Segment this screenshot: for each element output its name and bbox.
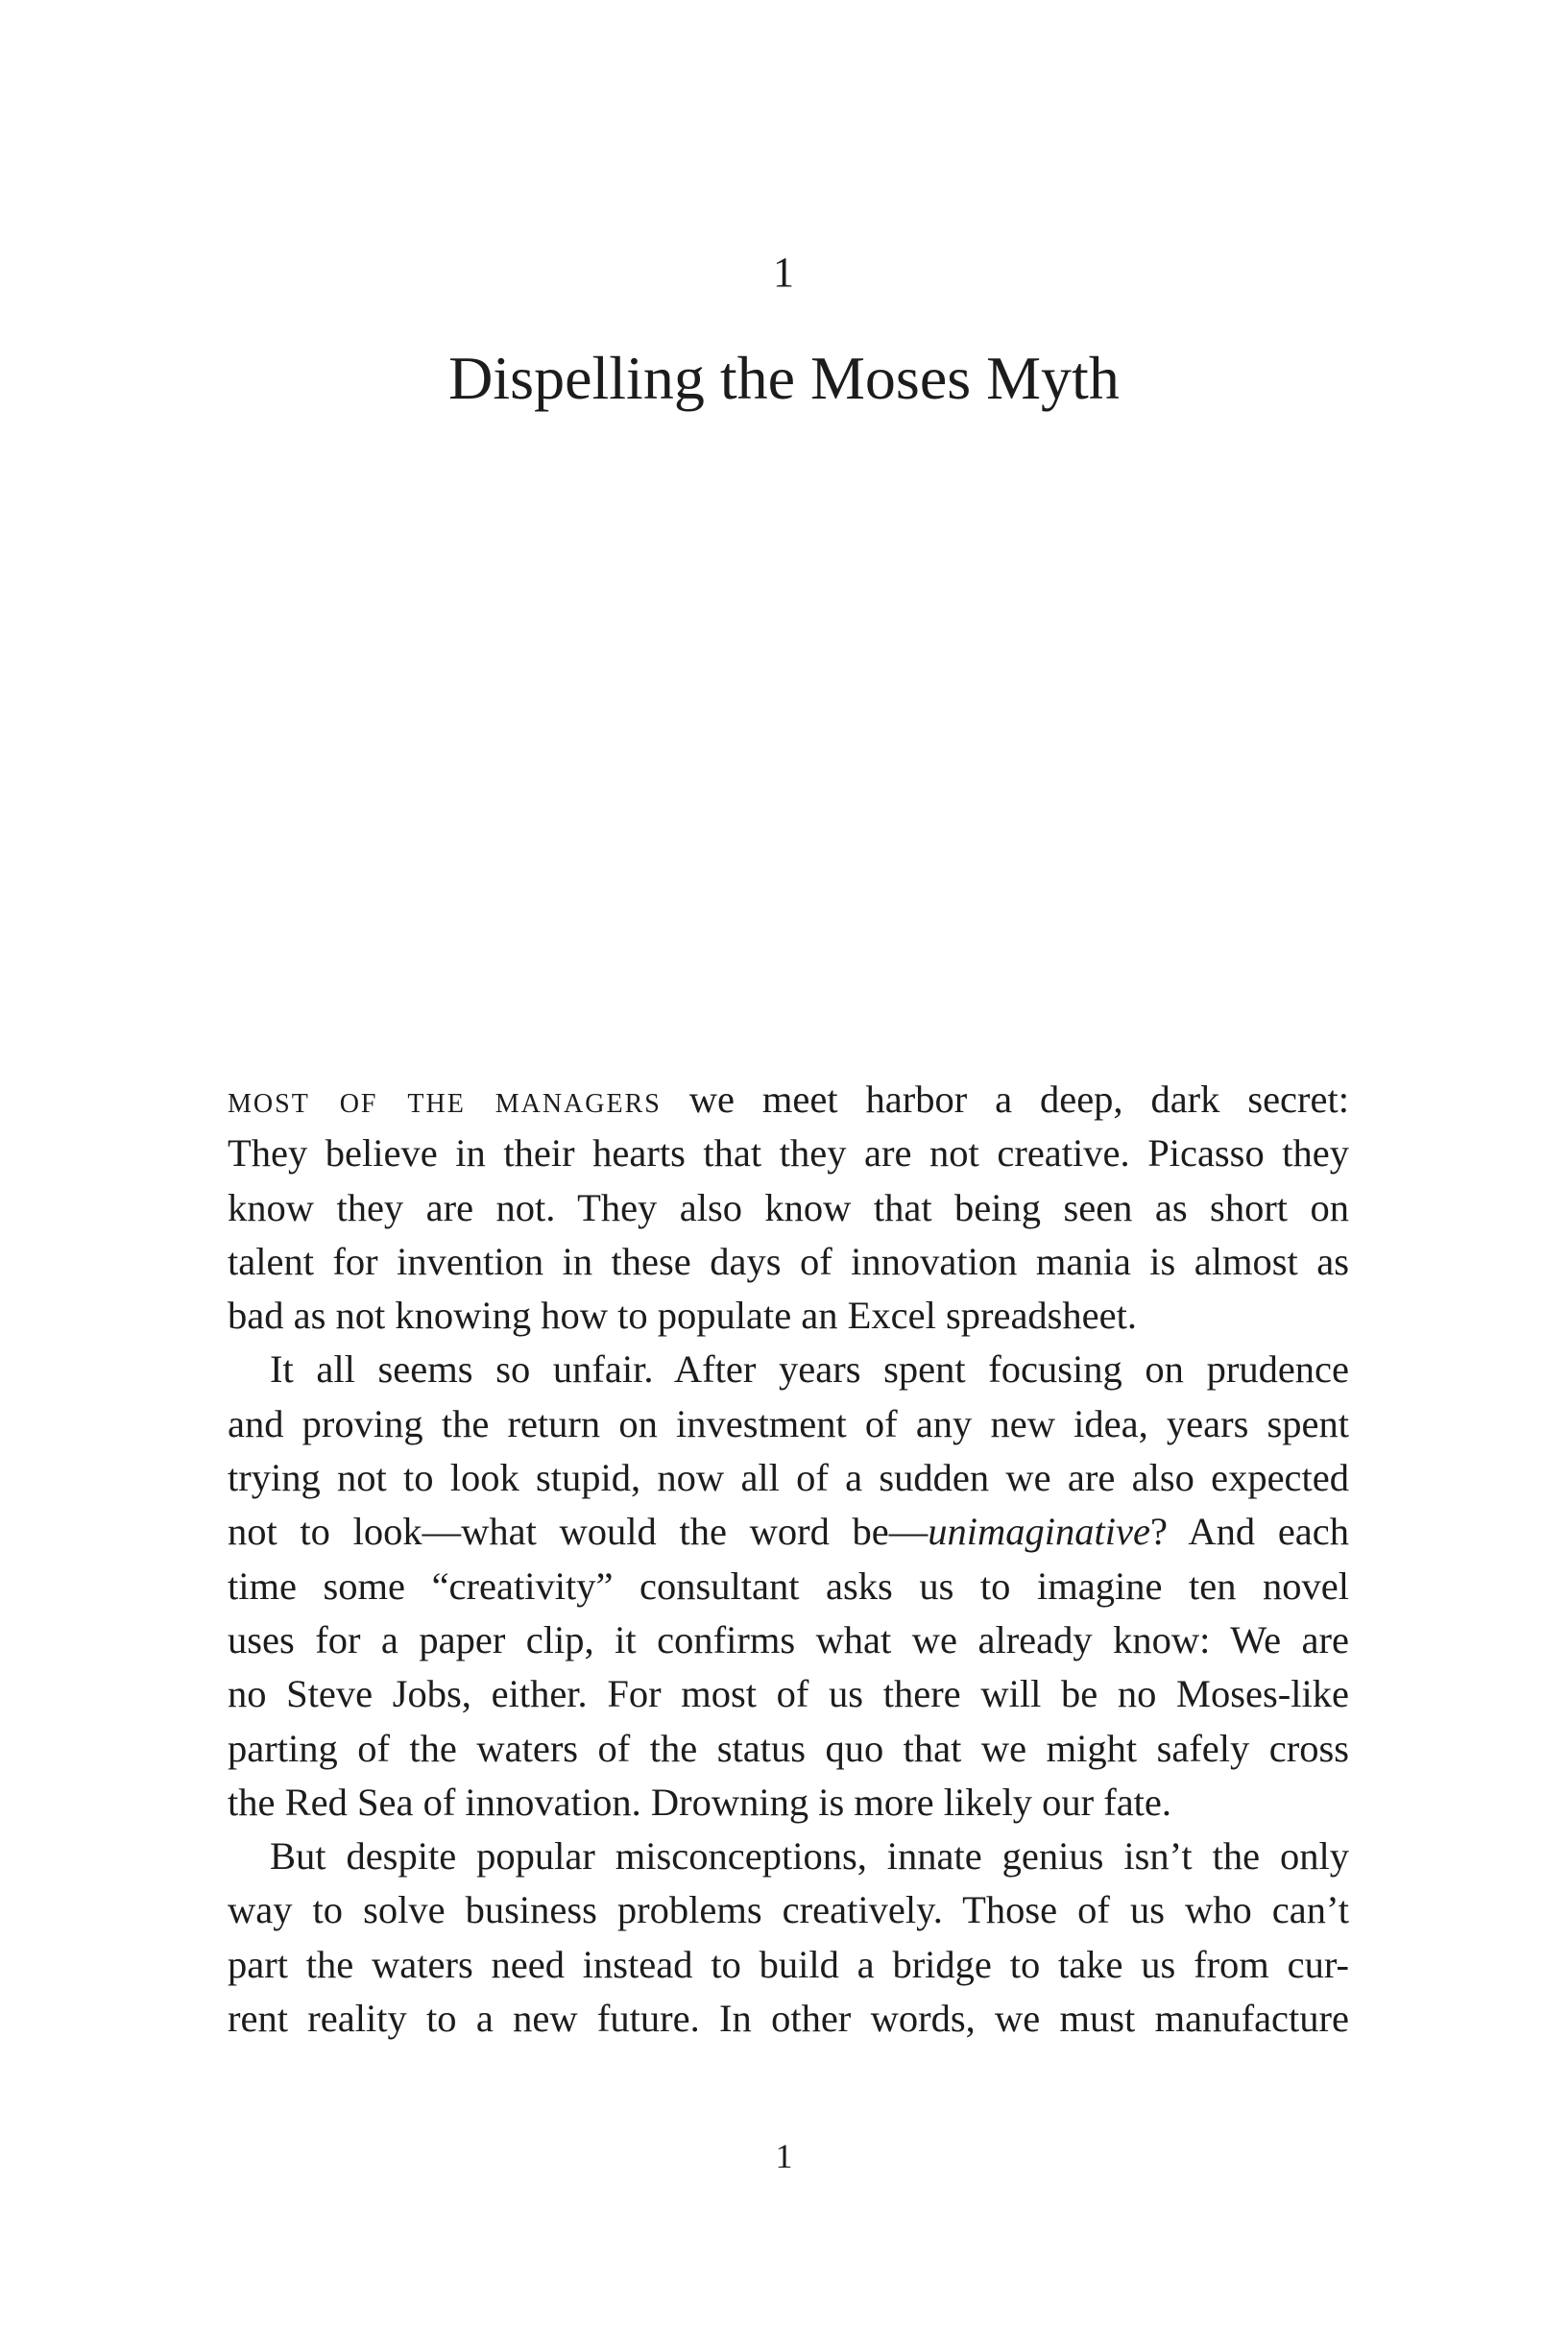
paragraph-line: no Steve Jobs, either. For most of us there will be no Moses-like — [228, 1672, 1349, 1716]
paragraph-line: trying not to look stupid, now all of a sudden we are also expected — [228, 1456, 1349, 1500]
paragraph-line: part the waters need instead to build a bridge to take us from cur- — [228, 1942, 1349, 1986]
paragraph-line: and proving the return on investment of any new idea, years spent — [228, 1401, 1349, 1445]
paragraph-line: know they are not. They also know that being seen as short on — [228, 1185, 1349, 1229]
paragraph-line: It all seems so unfair. After years spent focusing on prudence — [270, 1347, 1349, 1392]
paragraph-line: talent for invention in these days of innovation mania is almost as — [228, 1239, 1349, 1283]
body-text — [228, 1073, 1349, 2046]
lead-in-smallcaps: most of the managers — [228, 1078, 662, 1121]
paragraph-line: rent reality to a new future. In other words, we must manufacture — [228, 1997, 1349, 2041]
chapter-number: 1 — [773, 249, 795, 296]
paragraph-line: time some “creativity” consultant asks us to imagine ten novel — [228, 1564, 1349, 1608]
italic-emphasis: unimaginative — [928, 1510, 1150, 1554]
paragraph-line: the Red Sea of innovation. Drowning is more likely our fate. — [228, 1780, 1172, 1824]
paragraph-line: But despite popular misconceptions, innate genius isn’t the only — [270, 1834, 1349, 1879]
paragraph-line: uses for a paper clip, it confirms what we already know: We are — [228, 1617, 1349, 1661]
paragraph-line: not to look—what would the word be—unimaginative? And each — [228, 1510, 1349, 1554]
paragraph-line: way to solve business problems creatively. Those of us who can’t — [228, 1888, 1349, 1932]
paragraph-line: parting of the waters of the status quo that we might safely cross — [228, 1726, 1349, 1770]
paragraph-line: They believe in their hearts that they are not creative. Picasso they — [228, 1131, 1349, 1176]
paragraph-line: most of the managers we meet harbor a deep, dark secret: — [228, 1078, 1349, 1121]
paragraph-line: bad as not knowing how to populate an Excel spreadsheet. — [228, 1294, 1138, 1338]
chapter-title: Dispelling the Moses Myth — [448, 344, 1120, 412]
page-number: 1 — [775, 2137, 793, 2175]
